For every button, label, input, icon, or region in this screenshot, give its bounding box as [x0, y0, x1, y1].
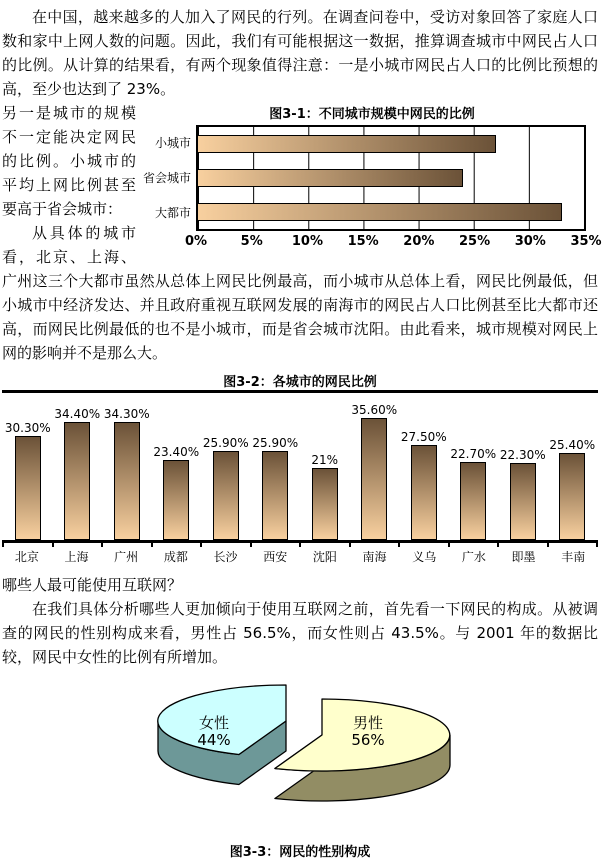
fig32-category-label: 即墨 — [511, 550, 536, 564]
figure-3-1-x-axis — [184, 234, 602, 251]
fig32-category-label: 广州 — [114, 550, 139, 564]
fig32-category-label: 西安 — [263, 550, 288, 564]
fig31-category-label: 省会城市 — [142, 170, 191, 185]
fig32-bar-广水 — [460, 462, 486, 540]
fig32-bar-column — [251, 436, 301, 540]
figure-3-1-plot-grid — [142, 125, 586, 231]
fig32-tick — [101, 543, 151, 547]
fig32-tick — [52, 543, 102, 547]
fig32-tick — [200, 543, 250, 547]
fig32-bar-column — [449, 447, 499, 540]
figure-3-2-category-axis — [2, 549, 598, 565]
paragraph-2b: 从具体的城市看，北京、上海、广州这三个大都市虽然从总体上网民比例最高，而小城市从总体上看，网民比例最低，但小城市中经济发达、并且政府重视互联网发展的南海市的网民占人口比例甚至比大都市还高，而网民比例最低的也不是小城市，而是省会城市沈阳。由此看来，城市规模对网民上网的影响并不是那么大。 — [2, 224, 598, 362]
fig32-value-label: 27.50% — [400, 430, 447, 444]
fig32-bar-column — [399, 430, 449, 540]
fig32-bar-column — [152, 445, 202, 540]
fig32-bar-column — [498, 448, 548, 540]
fig32-bar-长沙 — [213, 451, 239, 540]
pie-label-male — [332, 715, 404, 749]
figure-3-2-bar-chart — [2, 375, 598, 565]
fig32-bar-上海 — [64, 422, 90, 540]
fig31-bar-row — [198, 195, 584, 229]
fig31-bar-省会城市 — [198, 169, 463, 187]
pie-label-female — [178, 715, 250, 749]
fig32-bar-丰南 — [559, 453, 585, 540]
fig32-category-label: 南海 — [362, 550, 387, 564]
pie-label-male-pct: 56% — [351, 731, 385, 749]
pie-label-female-pct: 44% — [197, 731, 231, 749]
fig31-x-tick-label: 15% — [347, 234, 379, 249]
fig32-bar-column — [201, 436, 251, 540]
fig32-bar-即墨 — [510, 463, 536, 540]
fig32-value-label: 25.90% — [252, 436, 299, 450]
fig32-bar-column — [102, 407, 152, 540]
fig32-value-label: 25.90% — [202, 436, 249, 450]
fig32-bar-沈阳 — [312, 468, 338, 540]
fig32-tick — [250, 543, 300, 547]
fig31-x-tick-label: 5% — [240, 234, 263, 249]
fig32-category-label: 沈阳 — [312, 550, 337, 564]
fig32-value-label: 21% — [311, 453, 339, 467]
fig32-tick — [547, 543, 597, 547]
fig32-tick — [2, 543, 52, 547]
fig32-category-label: 广水 — [461, 550, 486, 564]
fig32-value-label: 25.40% — [549, 438, 596, 452]
figure-3-3-pie-chart — [2, 673, 598, 841]
fig31-category-label: 大都市 — [154, 206, 191, 221]
figure-3-2-axis-ticks — [2, 543, 598, 547]
fig32-tick — [299, 543, 349, 547]
fig32-bar-column — [300, 453, 350, 540]
pie-label-female-name: 女性 — [198, 714, 229, 732]
fig32-category-label: 上海 — [64, 550, 89, 564]
fig32-tick — [349, 543, 399, 547]
pie-label-male-name: 男性 — [352, 714, 383, 732]
fig32-tick — [497, 543, 547, 547]
fig32-value-label: 23.40% — [153, 445, 200, 459]
fig32-category-label: 北京 — [14, 550, 39, 564]
figure-3-1-title: 图3-1：不同城市规模中网民的比例 — [269, 107, 475, 122]
fig32-bar-column — [548, 438, 598, 540]
fig31-x-tick-label: 20% — [403, 234, 435, 249]
fig32-bar-成都 — [163, 460, 189, 540]
fig31-bar-row — [198, 127, 584, 161]
fig31-bar-大都市 — [198, 203, 562, 221]
fig32-value-label: 34.30% — [103, 407, 150, 421]
fig31-x-tick-label: 35% — [570, 234, 602, 249]
fig31-x-tick-label: 0% — [184, 234, 208, 249]
fig32-bar-column — [350, 403, 400, 540]
fig31-bar-小城市 — [198, 135, 496, 153]
fig32-bar-北京 — [15, 436, 41, 540]
fig31-x-tick-label: 10% — [291, 234, 323, 249]
fig32-value-label: 34.40% — [54, 407, 101, 421]
fig31-bar-row — [198, 161, 584, 195]
figure-3-3-title: 图3-3：网民的性别构成 — [229, 845, 371, 860]
fig32-tick — [448, 543, 498, 547]
fig32-value-label: 22.30% — [499, 448, 546, 462]
figure-3-2-title: 图3-2：各城市的网民比例 — [223, 375, 377, 390]
paragraph-3: 在我们具体分析哪些人更加倾向于使用互联网之前，首先看一下网民的构成。从被调查的网民的性别构成来看，男性占 56.5%，而女性则占 43.5%。与 2001 年的数据比较，网民中女性的比例有所增加。 — [2, 600, 598, 666]
fig32-bar-南海 — [361, 418, 387, 540]
fig32-tick — [398, 543, 448, 547]
fig32-category-label: 长沙 — [213, 550, 238, 564]
fig31-category-label: 小城市 — [154, 135, 191, 150]
fig32-bar-西安 — [262, 451, 288, 540]
figure-3-2-plot-area — [2, 390, 598, 543]
fig32-value-label: 35.60% — [351, 403, 398, 417]
fig32-bar-义乌 — [411, 445, 437, 540]
paragraph-1: 在中国，越来越多的人加入了网民的行列。在调查问卷中，受访对象回答了家庭人口数和家中上网人数的问题。因此，我们有可能根据这一数据，推算调查城市中网民占人口的比例。从计算的结果看，有两个现象值得注意：一是小城市网民占人口的比例比预想的高，至少也达到了 23%。 — [2, 8, 598, 98]
figure-3-1-bar-chart — [142, 107, 602, 251]
section-heading: 哪些人最可能使用互联网？ — [2, 576, 183, 594]
fig32-value-label: 22.70% — [450, 447, 497, 461]
fig32-bar-column — [53, 407, 103, 540]
fig32-bar-column — [3, 421, 53, 540]
fig31-x-tick-label: 30% — [514, 234, 546, 249]
fig31-x-tick-label: 25% — [459, 234, 491, 249]
section-city-size — [2, 101, 602, 365]
figure-3-1-plot-area — [196, 125, 586, 231]
fig32-category-label: 丰南 — [561, 550, 586, 564]
fig32-category-label: 义乌 — [412, 550, 437, 564]
pie-3d-graphic — [2, 673, 602, 841]
paragraph-2a: 另一是城市的规模不一定能决定网民的比例。小城市的平均上网比例甚至要高于省会城市： — [2, 104, 136, 218]
fig32-category-label: 成都 — [163, 550, 188, 564]
fig32-bar-广州 — [114, 422, 140, 540]
fig32-tick — [151, 543, 201, 547]
fig32-value-label: 30.30% — [4, 421, 51, 435]
figure-3-1-category-axis — [142, 125, 196, 231]
